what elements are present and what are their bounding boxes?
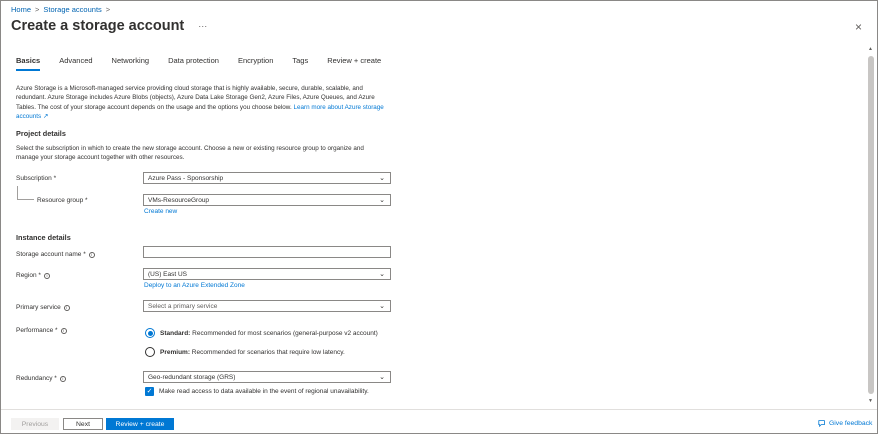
chevron-down-icon: ⌄ bbox=[379, 175, 385, 182]
intro-text: Azure Storage is a Microsoft-managed service providing cloud storage that is highly available, secure, durable, scalable, and redundant. Azure Storage includes Azure Blobs (objects), Azure Data Lake Storage Gen2, Azure Files, Azure Queues, and Azure Tables. The cost of your storage account depends on the usage and the options you choose below. bbox=[16, 85, 375, 111]
chevron-down-icon: ⌄ bbox=[379, 303, 385, 310]
scroll-down-icon[interactable]: ▼ bbox=[868, 398, 873, 404]
read-access-label: Make read access to data available in the event of regional unavailability. bbox=[159, 388, 369, 395]
subscription-value: Azure Pass - Sponsorship bbox=[148, 174, 224, 182]
info-icon[interactable]: i bbox=[89, 252, 95, 258]
info-icon[interactable]: i bbox=[64, 305, 70, 311]
region-select[interactable] bbox=[143, 268, 391, 280]
tab-tags[interactable]: Tags bbox=[292, 56, 309, 65]
storage-account-name-label bbox=[16, 251, 95, 258]
tab-bar bbox=[16, 56, 400, 71]
storage-account-name-input[interactable] bbox=[143, 246, 391, 258]
title-row bbox=[11, 18, 207, 34]
deploy-extended-zone-link[interactable]: Deploy to an Azure Extended Zone bbox=[144, 282, 245, 289]
feedback-icon bbox=[818, 419, 826, 427]
checkbox-checked-icon[interactable]: ✓ bbox=[146, 388, 153, 395]
resource-group-label: Resource group * bbox=[37, 197, 88, 204]
primary-service-select[interactable] bbox=[143, 300, 391, 312]
performance-premium-option[interactable] bbox=[145, 347, 345, 357]
vertical-scrollbar[interactable] bbox=[866, 44, 876, 406]
resource-group-select[interactable] bbox=[143, 194, 391, 206]
chevron-down-icon: ⌄ bbox=[379, 197, 385, 204]
radio-button-checked[interactable] bbox=[145, 328, 155, 338]
give-feedback-label: Give feedback bbox=[829, 419, 873, 427]
region-label-text: Region * bbox=[16, 272, 41, 279]
tab-basics[interactable]: Basics bbox=[16, 56, 40, 71]
tab-data-protection[interactable]: Data protection bbox=[168, 56, 219, 65]
redundancy-select[interactable] bbox=[143, 371, 391, 383]
next-button[interactable]: Next bbox=[63, 418, 103, 430]
tab-networking[interactable]: Networking bbox=[111, 56, 150, 65]
breadcrumb-separator: > bbox=[35, 5, 40, 14]
subscription-label: Subscription * bbox=[16, 175, 57, 182]
performance-standard-option[interactable] bbox=[145, 328, 378, 338]
scroll-thumb[interactable] bbox=[868, 56, 874, 394]
tab-review-create[interactable]: Review + create bbox=[327, 56, 382, 65]
redundancy-value: Geo-redundant storage (GRS) bbox=[148, 373, 236, 381]
footer-bar bbox=[1, 409, 877, 433]
performance-label-text: Performance * bbox=[16, 327, 58, 334]
radio-button[interactable] bbox=[145, 347, 155, 357]
redundancy-label bbox=[16, 375, 66, 382]
subscription-select[interactable] bbox=[143, 172, 391, 184]
chevron-down-icon: ⌄ bbox=[379, 271, 385, 278]
breadcrumb-home[interactable]: Home bbox=[11, 5, 32, 14]
primary-service-label bbox=[16, 304, 70, 311]
instance-details-heading: Instance details bbox=[16, 233, 71, 242]
close-icon[interactable]: × bbox=[855, 20, 863, 34]
info-icon[interactable]: i bbox=[61, 328, 67, 334]
chevron-down-icon: ⌄ bbox=[379, 374, 385, 381]
external-link-icon: ↗ bbox=[42, 113, 49, 121]
give-feedback-link[interactable] bbox=[818, 419, 872, 427]
intro-description bbox=[16, 84, 384, 122]
performance-label bbox=[16, 327, 67, 334]
primary-service-placeholder: Select a primary service bbox=[148, 302, 218, 310]
learn-more-link[interactable]: Learn more about Azure storage accounts bbox=[16, 103, 384, 121]
project-details-heading: Project details bbox=[16, 129, 66, 138]
info-icon[interactable]: i bbox=[60, 376, 66, 382]
tab-advanced[interactable]: Advanced bbox=[59, 56, 93, 65]
region-value: (US) East US bbox=[148, 270, 188, 278]
info-icon[interactable]: i bbox=[44, 273, 50, 279]
region-label bbox=[16, 272, 50, 279]
page-title: Create a storage account bbox=[11, 18, 185, 34]
create-new-link[interactable]: Create new bbox=[144, 208, 178, 215]
storage-account-name-text: Storage account name * bbox=[16, 251, 86, 258]
review-create-button[interactable]: Review + create bbox=[106, 418, 174, 430]
resource-group-value: VMs-ResourceGroup bbox=[148, 196, 210, 204]
performance-standard-label: Standard: Recommended for most scenarios (general-purpose v2 account) bbox=[160, 329, 378, 337]
redundancy-label-text: Redundancy * bbox=[16, 375, 57, 382]
primary-service-label-text: Primary service bbox=[16, 304, 61, 311]
project-description: Select the subscription in which to create the new storage account. Choose a new or existing resource group to organize and manage your storage account together with other resources. bbox=[16, 145, 364, 162]
more-options-icon[interactable]: ··· bbox=[198, 21, 208, 31]
performance-premium-label: Premium: Recommended for scenarios that require low latency. bbox=[160, 348, 345, 356]
breadcrumb-separator: > bbox=[105, 5, 111, 14]
tree-connector bbox=[17, 186, 34, 200]
read-access-option[interactable] bbox=[145, 387, 369, 396]
previous-button[interactable]: Previous bbox=[11, 418, 59, 430]
tab-encryption[interactable]: Encryption bbox=[237, 56, 274, 65]
breadcrumb-storage-accounts[interactable]: Storage accounts bbox=[43, 5, 102, 14]
scroll-up-icon[interactable]: ▲ bbox=[868, 46, 873, 52]
breadcrumb bbox=[11, 5, 110, 14]
